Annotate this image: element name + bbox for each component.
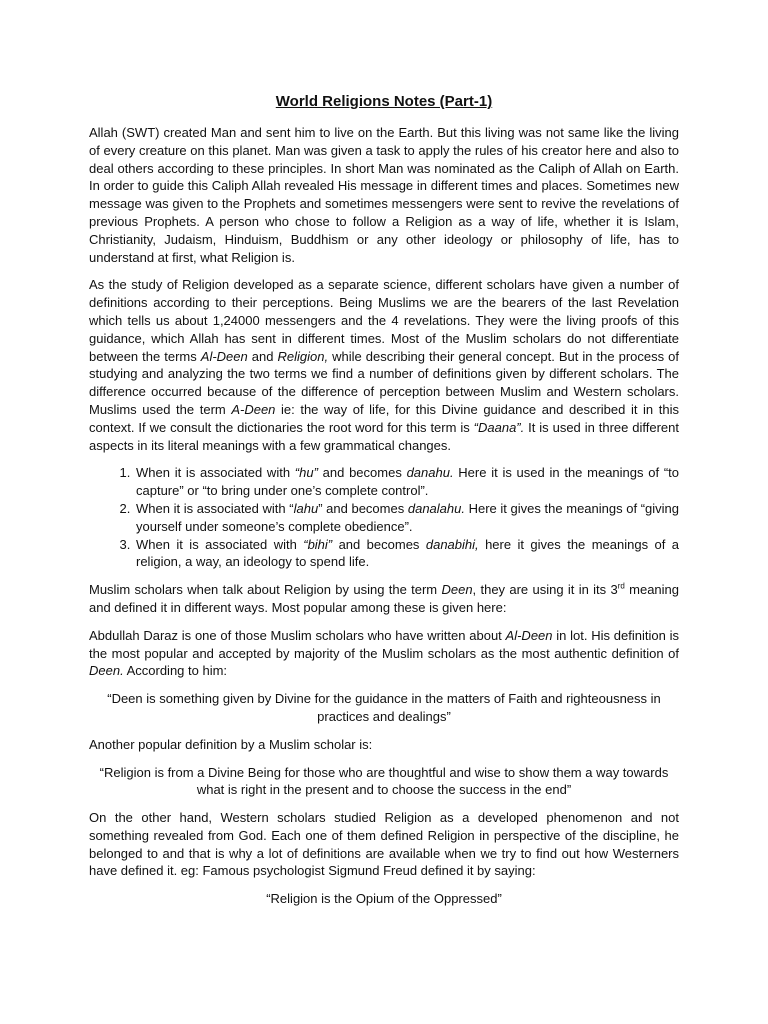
italic-term: danalahu. (407, 500, 465, 516)
text-run: , they are using it in its 3 (472, 582, 618, 598)
italic-term: Al-Deen (200, 348, 248, 364)
text-run: while describing their general concept. But in the process of studying and analyzing the two terms we find a number of definitions given by different scholars. The difference occurred because of the difference of perception between Muslim and Western scholars. Muslims used the term (89, 348, 679, 417)
italic-term: “Daana”. (473, 419, 525, 435)
document-title: World Religions Notes (Part-1) (275, 93, 493, 110)
text-run: Here it gives the meanings of “giving yourself under someone’s complete obedience”. (136, 500, 679, 534)
text-run: ” and becomes (318, 500, 408, 516)
text-run: ie: the way of life, for this Divine guidance and described it in this context. If we consult the dictionaries the root word for this term is (89, 401, 679, 435)
meanings-list (89, 464, 679, 571)
italic-term: A-Deen (231, 401, 276, 417)
text-run: and (247, 348, 278, 364)
quote-divine-being: “Religion is from a Divine Being for those who are thoughtful and wise to show them a way towards what is right in the present and to choose the success in the end” (99, 764, 669, 798)
italic-term: Deen. (89, 663, 124, 679)
list-item (134, 500, 679, 536)
italic-term: danabihi, (425, 536, 479, 552)
text-run: in lot. His definition is the most popular and accepted by majority of the Muslim scholars as the most authentic definition of (89, 627, 679, 661)
italic-term: Religion, (277, 348, 329, 364)
text-run: It is used in three different aspects in its literal meanings with a few grammatical changes. (89, 419, 680, 453)
italic-term: Deen (441, 582, 473, 598)
italic-term: lahu (293, 500, 319, 516)
text-run: When it is associated with “ (136, 500, 294, 516)
text-run: and becomes (317, 465, 407, 481)
paragraph-definitions (89, 276, 679, 454)
text-run: Here it is used in the meanings of “to capture” or “to bring under one’s complete control”. (136, 465, 679, 499)
italic-term: danahu. (406, 465, 454, 481)
text-run: meaning and defined it in different ways. Most popular among these is given here: (89, 582, 679, 615)
italic-term: “bihi” (303, 536, 333, 552)
text-run: As the study of Religion developed as a separate science, different scholars have given a number of definitions according to their perceptions. Being Muslims we are the bearers of the last Revelation which tells us about 1,24000 messengers and the 4 revelations. They were the living proofs of this guidance, which Allah has sent in different times. Most of the Muslim scholars do not differentiate between the terms (89, 277, 679, 364)
list-item (134, 536, 679, 572)
text-run: here it gives the meanings of a religion, a way, an ideology to spend life. (136, 536, 679, 570)
paragraph-deen-usage (89, 581, 679, 617)
italic-term: “hu” (294, 465, 318, 481)
text-run: When it is associated with (136, 536, 304, 552)
paragraph-intro: Allah (SWT) created Man and sent him to live on the Earth. But this living was not same like the living of every creature on this planet. Man was given a task to apply the rules of his creator here and also to deal others according to these principles. In short Man was nominated as the Caliph of Allah on Earth. In order to guide this Caliph Allah revealed His message in different times and places. Sometimes new message was given to the Prophets and sometimes messengers were sent to revive the revelations of previous Prophets. A person who chose to follow a Religion as a way of life, whether it is Islam, Christianity, Judaism, Hinduism, Buddhism or any other ideology or philosophy of life, has to understand at first, what Religion is. (89, 125, 679, 265)
list-item (134, 464, 679, 500)
document-page (89, 92, 679, 918)
quote-freud: “Religion is the Opium of the Oppressed” (266, 891, 502, 907)
paragraph-daraz (89, 627, 679, 680)
paragraph-western-scholars: On the other hand, Western scholars studied Religion as a developed phenomenon and not something revealed from God. Each one of them defined Religion in perspective of the discipline, he belonged to and that is why a lot of definitions are available when we try to find out how Westerners have defined it. eg: Famous psychologist Sigmund Freud defined it by saying: (89, 810, 679, 879)
italic-term: Al-Deen (505, 627, 553, 643)
text-run: Abdullah Daraz is one of those Muslim scholars who have written about (89, 627, 506, 643)
text-run: According to him: (123, 663, 228, 679)
ordinal-suffix: rd (617, 581, 625, 591)
text-run: Muslim scholars when talk about Religion by using the term (89, 582, 442, 598)
quote-daraz: “Deen is something given by Divine for the guidance in the matters of Faith and righteousness in practices and dealings” (107, 691, 661, 724)
text-run: When it is associated with (136, 465, 295, 481)
text-run: and becomes (332, 536, 426, 552)
paragraph-another-definition: Another popular definition by a Muslim scholar is: (89, 736, 373, 752)
